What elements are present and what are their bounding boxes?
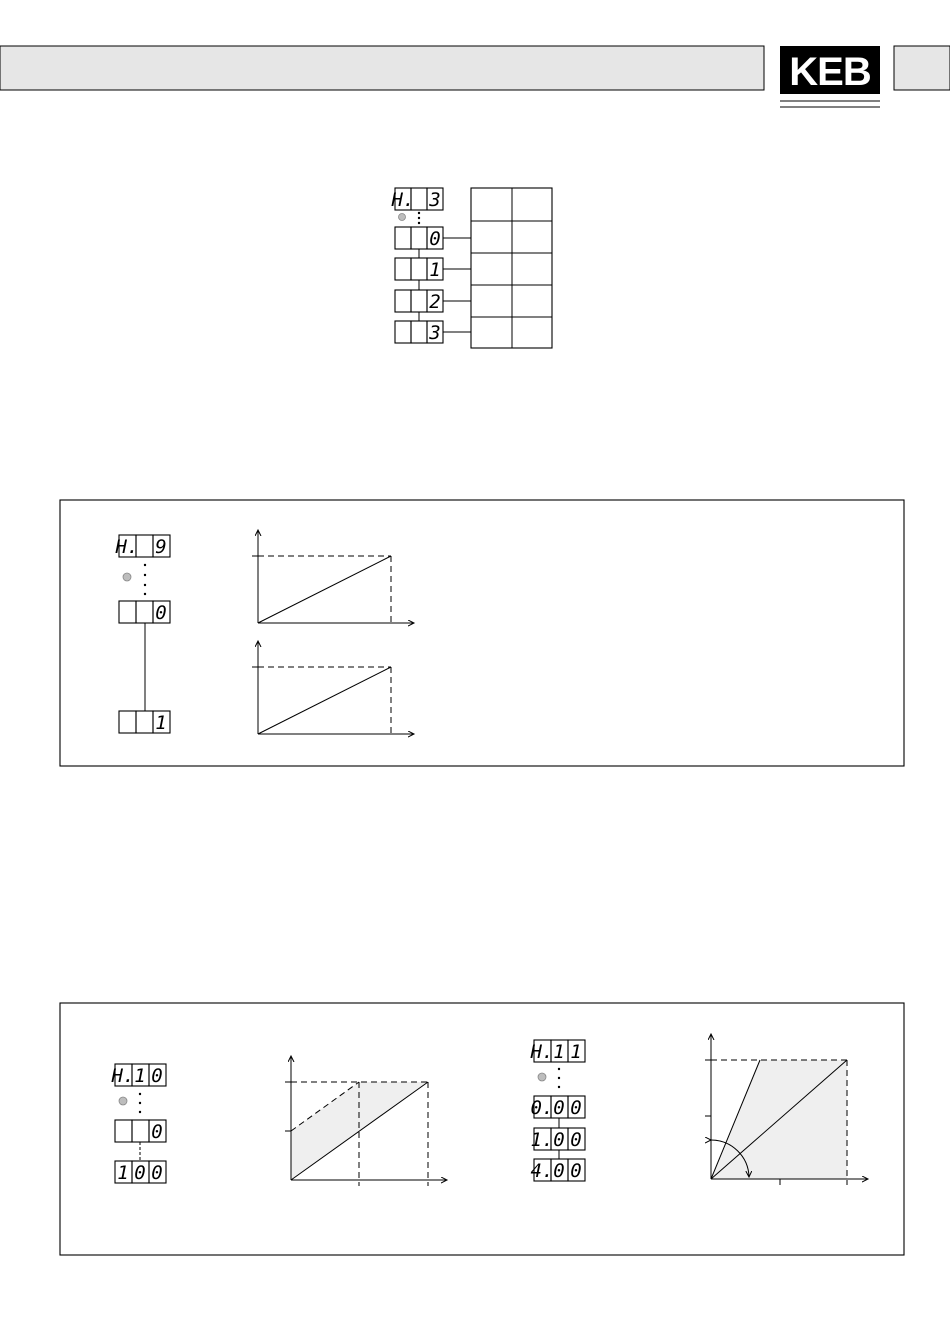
svg-text:H.: H. [530,1041,554,1063]
display-value-0 [395,227,443,250]
svg-text:1: 1 [553,1041,565,1063]
svg-text:3: 3 [429,322,441,344]
svg-text:0: 0 [570,1160,582,1182]
value-table [471,188,552,348]
graph-lower [252,641,414,734]
diagram-box-2 [60,1003,904,1255]
keb-logo-text: KEB [789,50,871,94]
keb-logo [780,46,880,107]
svg-text:0: 0 [570,1129,582,1151]
graph-offset [285,1056,447,1186]
svg-text:9: 9 [155,536,167,558]
display-value-0 [119,601,170,624]
svg-text:0: 0 [553,1160,565,1182]
svg-text:1: 1 [134,1065,146,1087]
svg-text:0: 0 [570,1097,582,1119]
svg-text:4.: 4. [530,1160,554,1182]
display-value-3 [395,321,443,344]
svg-text:0: 0 [429,228,441,250]
display-h10 [111,1064,166,1087]
status-led [123,573,131,581]
graph-upper [252,530,414,623]
svg-text:H.: H. [111,1065,135,1087]
display-h3 [391,188,443,211]
svg-text:3: 3 [429,189,441,211]
parameter-table-diagram [391,188,552,348]
svg-text:H.: H. [391,189,415,211]
svg-text:0: 0 [134,1162,146,1184]
svg-text:0: 0 [151,1162,163,1184]
svg-text:2: 2 [429,291,441,313]
status-led [119,1097,127,1105]
svg-text:0: 0 [151,1121,163,1143]
svg-text:1: 1 [429,259,441,281]
svg-text:1.: 1. [530,1129,554,1151]
svg-text:0.: 0. [530,1097,554,1119]
display-value-1 [119,711,170,734]
graph-gain [705,1034,868,1185]
display-value-2 [395,290,443,313]
display-value-4-00 [531,1159,585,1182]
display-value-1 [395,258,443,281]
svg-text:0: 0 [553,1097,565,1119]
svg-text:0: 0 [151,1065,163,1087]
display-value-100 [115,1161,166,1184]
display-h9 [115,535,170,558]
svg-text:1: 1 [117,1162,129,1184]
svg-text:0: 0 [155,602,167,624]
display-value-1-00 [531,1128,585,1151]
svg-text:1: 1 [155,712,167,734]
svg-text:H.: H. [115,536,139,558]
display-h11 [530,1040,585,1063]
display-value-0 [115,1120,166,1143]
status-led [399,214,406,221]
svg-text:1: 1 [570,1041,582,1063]
svg-text:0: 0 [553,1129,565,1151]
status-led [538,1073,546,1081]
display-value-0-00 [531,1096,585,1119]
diagram-box-1 [60,500,904,766]
